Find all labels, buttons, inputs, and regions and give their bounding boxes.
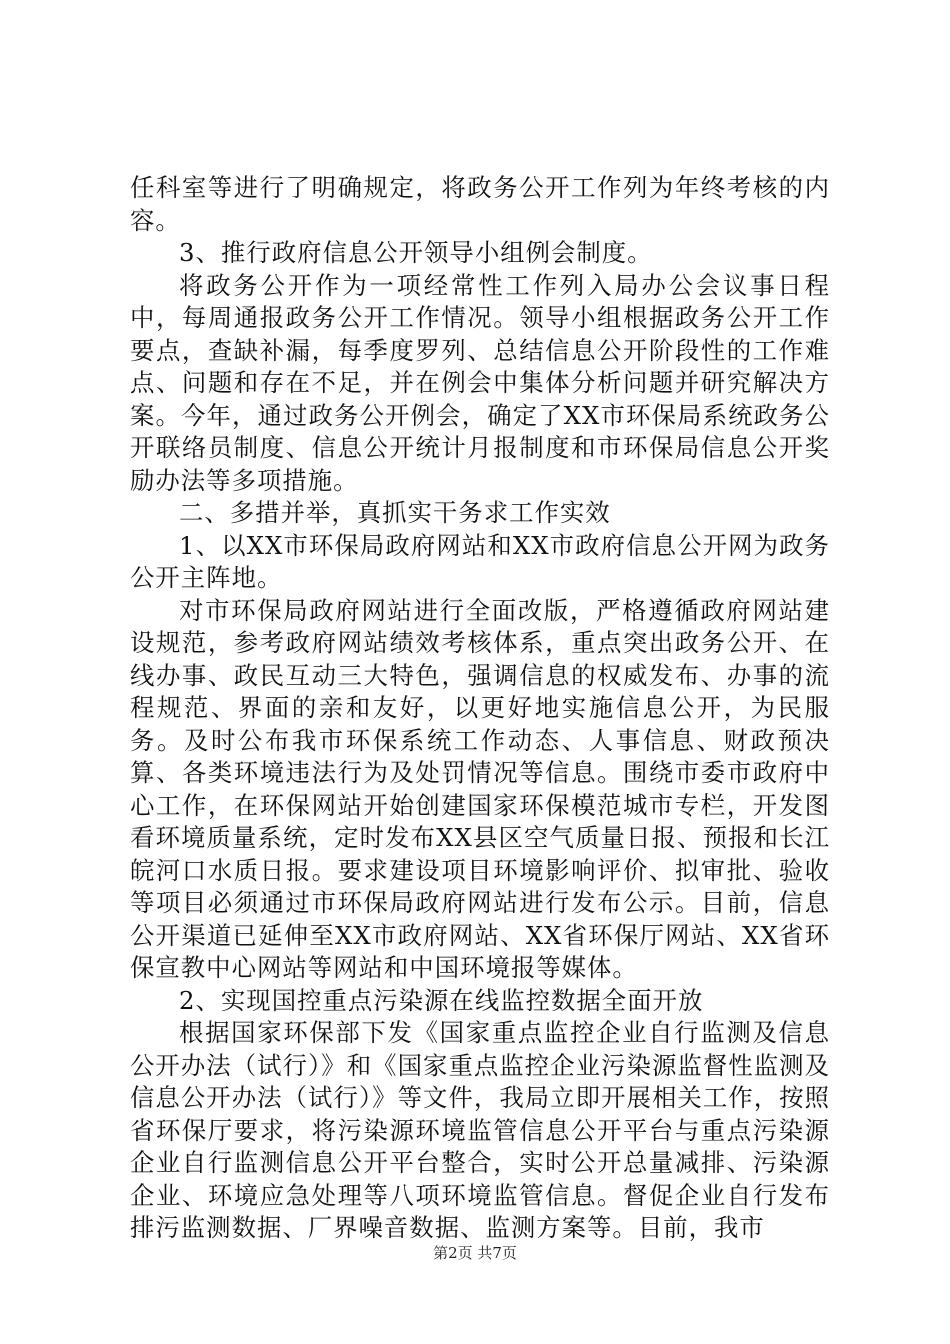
- paragraph: 1、以XX市环保局政府网站和XX市政府信息公开网为政务公开主阵地。: [130, 530, 830, 592]
- paragraph: 3、推行政府信息公开领导小组例会制度。: [179, 238, 653, 267]
- page-footer: 第2页 共7页: [433, 1244, 517, 1262]
- paragraph: 将政务公开作为一项经常性工作列入局办公会议事日程中，每周通报政务公开工作情况。领导小组根据政务公开工作要点，查缺补漏，每季度罗列、总结信息公开阶段性的工作难点、问题和存在不足，并在例会中集体分析问题并研究解决方案。今年，通过政务公开例会，确定了XX市环保局系统政务公开联络员制度、信息公开统计月报制度和市环保局信息公开奖励办法等多项措施。: [130, 270, 830, 495]
- paragraph: 2、实现国控重点污染源在线监控数据全面开放: [179, 985, 704, 1015]
- paragraph: 对市环保局政府网站进行全面改版，严格遵循政府网站建设规范，参考政府网站绩效考核体系，重点突出政务公开、在线办事、政民互动三大特色，强调信息的权威发布、办事的流程规范、界面的亲和友好，以更好地实施信息公开，为民服务。及时公布我市环保系统工作动态、人事信息、财政预决算、各类环境违法行为及处罚情况等信息。围绕市委市政府中心工作，在环保网站开始创建国家环保模范城市专栏，开发图看环境质量系统，定时发布XX县区空气质量日报、预报和长江皖河口水质日报。要求建设项目环境影响评价、拟审批、验收等项目必须通过市环保局政府网站进行发布公示。目前，信息公开渠道已延伸至XX市政府网站、XX省环保厅网站、XX省环保宣教中心网站等网站和中国环境报等媒体。: [130, 595, 830, 982]
- section-heading: 二、多措并举，真抓实干务求工作实效: [179, 498, 611, 527]
- paragraph: 根据国家环保部下发《国家重点监控企业自行监测及信息公开办法（试行）》和《国家重点监控企业污染源监督性监测及信息公开办法（试行）》等文件，我局立即开展相关工作，按照省环保厅要求，将污染源环境监管信息公开平台与重点污染源企业自行监测信息公开平台整合，实时公开总量减排、污染源企业、环境应急处理等八项环境监管信息。督促企业自行发布排污监测数据、厂界噪音数据、监测方案等。目前，我市: [130, 1018, 830, 1242]
- document-body: [130, 172, 830, 1245]
- paragraph: 任科室等进行了明确规定，将政务公开工作列为年终考核的内容。: [130, 173, 830, 235]
